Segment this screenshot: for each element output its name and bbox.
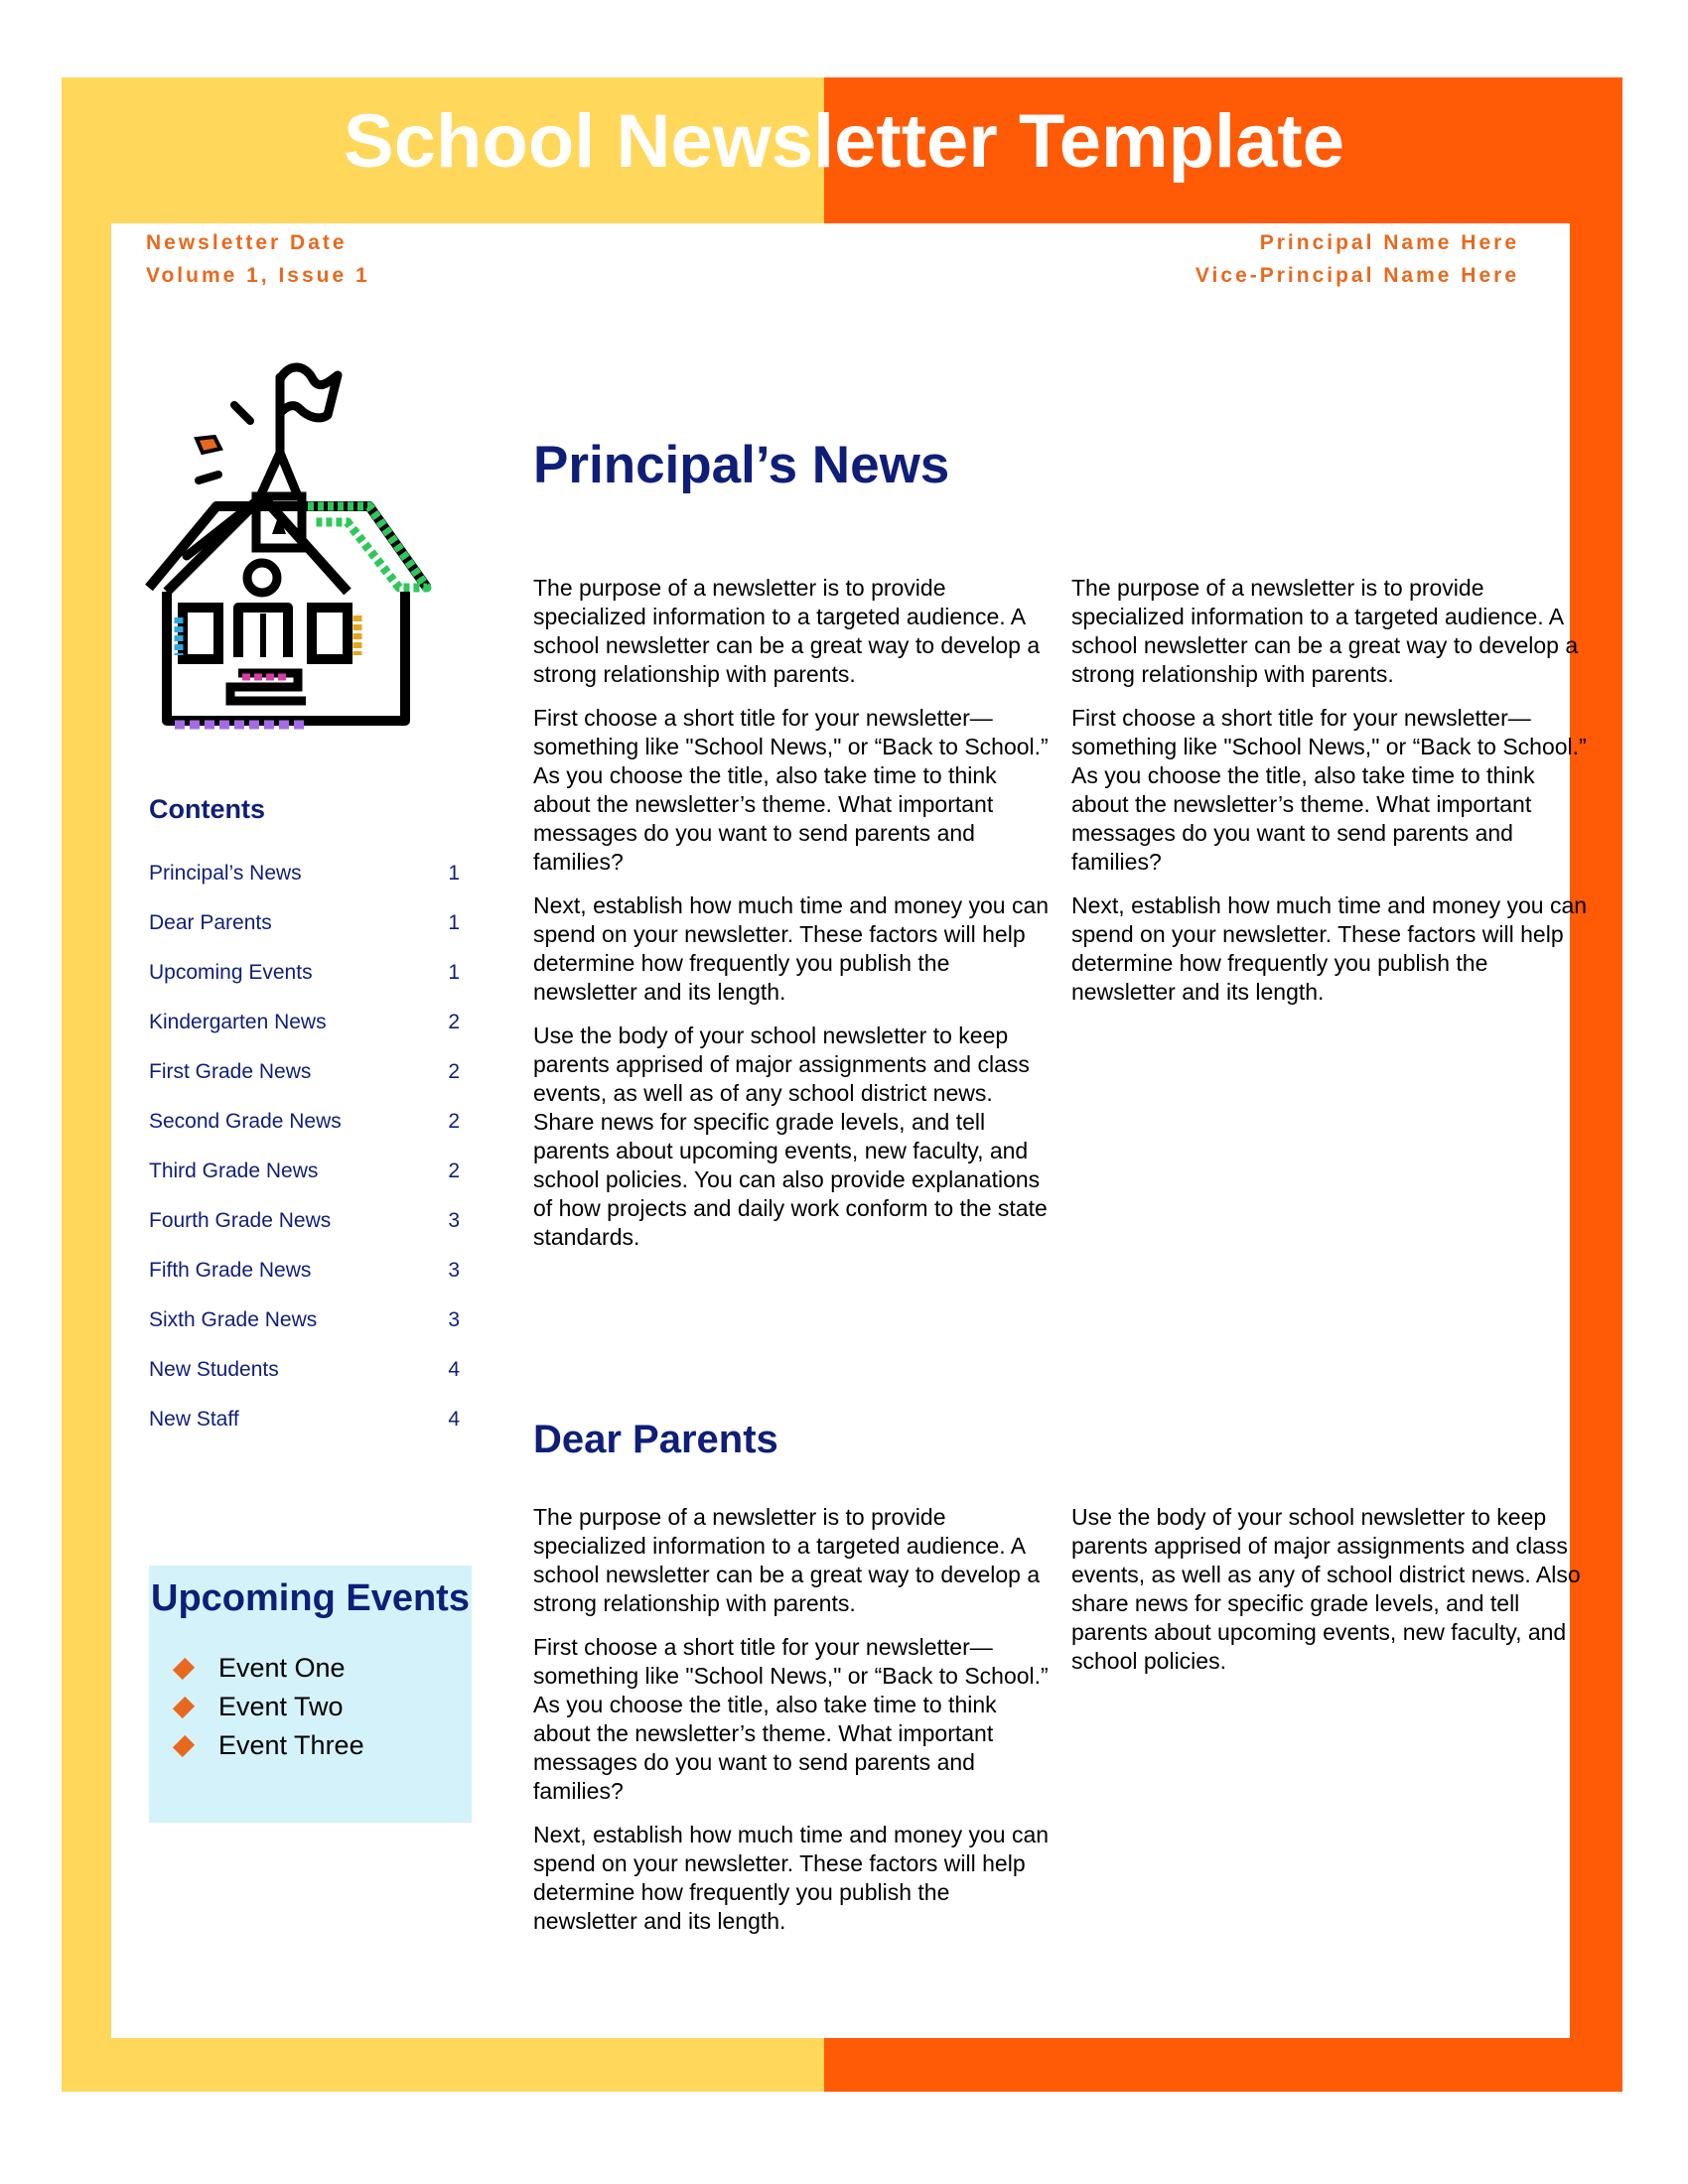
toc-page: 1 — [448, 961, 460, 984]
newsletter-title: School Newsletter Template — [344, 99, 1344, 184]
toc-item-new-students[interactable] — [149, 1355, 460, 1405]
toc-item-third-grade-news[interactable] — [149, 1157, 460, 1206]
dear-parents-heading: Dear Parents — [533, 1418, 778, 1461]
paragraph: Use the body of your school newsletter to keep parents apprised of major assignments and class events, as well as of any school district news. Share news for specific grade levels, and tell parents about upcoming events, new faculty, and school policies. You can also provide explanations of how projects and daily work conform to the state standards. — [533, 1023, 1048, 1250]
newsletter-date: Newsletter Date — [146, 231, 348, 254]
diamond-bullet-icon — [173, 1657, 195, 1679]
upcoming-events-box — [149, 1566, 472, 1823]
diamond-bullet-icon — [173, 1734, 195, 1756]
principals-news-column-2 — [1071, 574, 1588, 1022]
toc-label: New Staff — [149, 1408, 239, 1431]
paragraph: The purpose of a newsletter is to provide specialized information to a targeted audience. A school newsletter can be a great way to develop a strong relationship with parents. — [1071, 575, 1579, 687]
vice-principal-name: Vice-Principal Name Here — [1195, 264, 1519, 287]
toc-label: Kindergarten News — [149, 1011, 327, 1033]
toc-page: 1 — [448, 862, 460, 885]
event-item — [149, 1726, 472, 1765]
newsletter-meta-left — [146, 226, 370, 292]
table-of-contents — [149, 859, 460, 1454]
toc-page: 4 — [448, 1358, 460, 1381]
toc-label: Third Grade News — [149, 1160, 319, 1182]
schoolhouse-icon — [139, 357, 437, 745]
toc-label: First Grade News — [149, 1060, 312, 1083]
paragraph: First choose a short title for your newsletter—something like "School News," or “Back to School.” As you choose the title, also take time to think about the newsletter’s theme. What important messages do you want to send parents and families? — [533, 705, 1049, 875]
dear-parents-column-2 — [1071, 1503, 1588, 1691]
toc-label: Dear Parents — [149, 911, 272, 934]
toc-page: 4 — [448, 1408, 460, 1431]
toc-item-fifth-grade-news[interactable] — [149, 1256, 460, 1305]
toc-label: Fourth Grade News — [149, 1209, 332, 1232]
toc-page: 3 — [448, 1308, 460, 1331]
toc-page: 1 — [448, 911, 460, 934]
paragraph: Next, establish how much time and money you can spend on your newsletter. These factors will help determine how frequently you publish the newsletter and its length. — [533, 892, 1050, 1005]
paragraph: Next, establish how much time and money you can spend on your newsletter. These factors will help determine how frequently you publish the newsletter and its length. — [533, 1822, 1050, 1934]
event-label: Event Three — [218, 1730, 364, 1760]
upcoming-events-title: Upcoming Events — [151, 1577, 470, 1619]
toc-item-new-staff[interactable] — [149, 1405, 460, 1454]
dear-parents-column-1 — [533, 1503, 1050, 1951]
diamond-bullet-icon — [173, 1696, 195, 1717]
paragraph: The purpose of a newsletter is to provide specialized information to a targeted audience. A school newsletter can be a great way to develop a strong relationship with parents. — [533, 575, 1041, 687]
event-item — [149, 1649, 472, 1688]
newsletter-meta-right — [1196, 226, 1519, 292]
paragraph: Use the body of your school newsletter to keep parents apprised of major assignments and class events, as well as any of school district news. Also share news for specific grade levels, and tell parents about upcoming events, new faculty, and school policies. — [1071, 1504, 1581, 1674]
toc-item-sixth-grade-news[interactable] — [149, 1305, 460, 1355]
principal-name: Principal Name Here — [1259, 231, 1519, 254]
toc-label: Upcoming Events — [149, 961, 313, 984]
event-label: Event One — [218, 1653, 346, 1683]
event-item — [149, 1688, 472, 1726]
toc-item-principals-news[interactable] — [149, 859, 460, 908]
paragraph: The purpose of a newsletter is to provide specialized information to a targeted audience. A school newsletter can be a great way to develop a strong relationship with parents. — [533, 1504, 1041, 1616]
paragraph: Next, establish how much time and money you can spend on your newsletter. These factors will help determine how frequently you publish the newsletter and its length. — [1071, 892, 1588, 1005]
principals-news-heading: Principal’s News — [533, 436, 950, 494]
toc-page: 2 — [448, 1110, 460, 1133]
toc-item-fourth-grade-news[interactable] — [149, 1206, 460, 1256]
newsletter-volume: Volume 1, Issue 1 — [146, 264, 370, 287]
toc-label: Fifth Grade News — [149, 1259, 312, 1282]
paragraph: First choose a short title for your newsletter— something like "School News," or “Back to School.” As you choose the title, also take time to think about the newsletter’s theme. What important messages do you want to send parents and families? — [1071, 705, 1587, 875]
paragraph: First choose a short title for your newsletter—something like "School News," or “Back to School.” As you choose the title, also take time to think about the newsletter’s theme. What important messages do you want to send parents and families? — [533, 1634, 1049, 1804]
toc-item-second-grade-news[interactable] — [149, 1107, 460, 1157]
toc-label: Principal’s News — [149, 862, 302, 885]
principals-news-column-1 — [533, 574, 1050, 1267]
toc-item-kindergarten-news[interactable] — [149, 1008, 460, 1057]
toc-label: New Students — [149, 1358, 279, 1381]
toc-page: 2 — [448, 1060, 460, 1083]
toc-label: Sixth Grade News — [149, 1308, 318, 1331]
toc-item-dear-parents[interactable] — [149, 908, 460, 958]
toc-item-first-grade-news[interactable] — [149, 1057, 460, 1107]
event-label: Event Two — [218, 1692, 344, 1721]
toc-item-upcoming-events[interactable] — [149, 958, 460, 1008]
contents-heading: Contents — [149, 794, 265, 824]
toc-page: 3 — [448, 1209, 460, 1232]
toc-page: 2 — [448, 1160, 460, 1182]
toc-page: 2 — [448, 1011, 460, 1033]
toc-label: Second Grade News — [149, 1110, 342, 1133]
toc-page: 3 — [448, 1259, 460, 1282]
